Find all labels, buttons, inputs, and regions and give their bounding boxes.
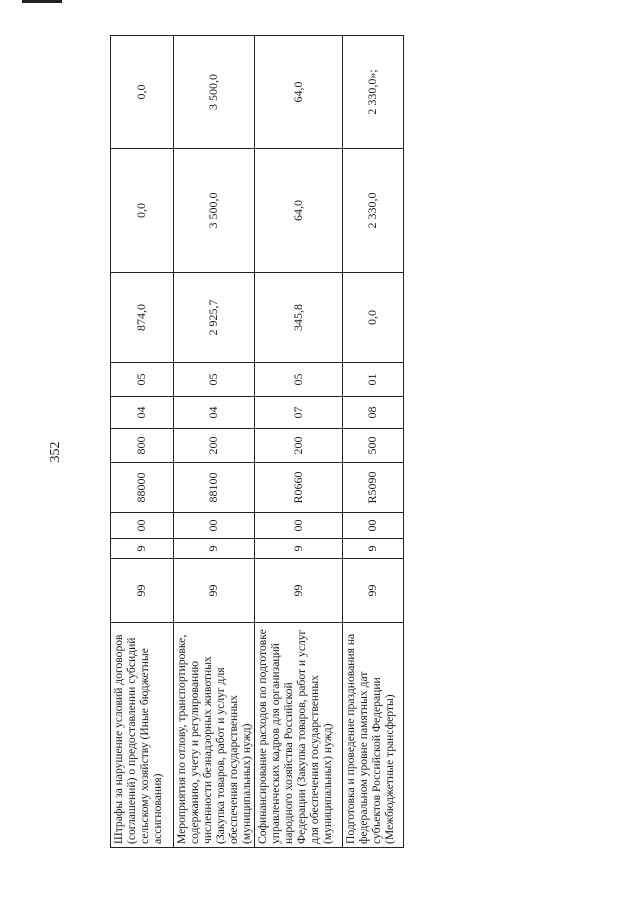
row-description: Штрафы за нарушение условий договоров (соглашений) о предоставлении субсидий сельскому хозяйству (Иные бюджетные ассигнования)	[111, 623, 174, 848]
cell-subprogram: 9	[174, 539, 255, 559]
cell-direction: 88000	[111, 463, 174, 513]
table-row	[342, 36, 403, 848]
cell-amount-1: 0,0	[342, 273, 403, 363]
cell-program: 99	[342, 559, 403, 623]
cell-expense-type: 200	[174, 429, 255, 463]
cell-subprogram: 9	[342, 539, 403, 559]
cell-section: 07	[254, 397, 342, 429]
cell-subprogram: 9	[254, 539, 342, 559]
cell-section: 08	[342, 397, 403, 429]
table-row	[174, 36, 255, 848]
cell-amount-3: 2 330,0»;	[342, 36, 403, 149]
cell-expense-type: 200	[254, 429, 342, 463]
cell-section: 04	[174, 397, 255, 429]
table-row	[254, 36, 342, 848]
cell-program: 99	[174, 559, 255, 623]
table-row	[111, 36, 174, 848]
cell-main-event: 00	[111, 513, 174, 539]
page-number: 352	[48, 441, 63, 463]
cell-amount-1: 2 925,7	[174, 273, 255, 363]
cell-main-event: 00	[342, 513, 403, 539]
rotated-table-wrapper	[110, 36, 397, 848]
cell-direction: R5090	[342, 463, 403, 513]
cell-amount-3: 0,0	[111, 36, 174, 149]
cell-program: 99	[254, 559, 342, 623]
cell-section: 04	[111, 397, 174, 429]
cell-main-event: 00	[174, 513, 255, 539]
cell-amount-2: 64,0	[254, 149, 342, 273]
cell-amount-3: 3 500,0	[174, 36, 255, 149]
cell-amount-3: 64,0	[254, 36, 342, 149]
row-description: Подготовка и проведение празднования на федеральном уровне памятных дат субъектов Российской Федерации (Межбюджетные трансферты)	[342, 623, 403, 848]
cell-amount-1: 345,8	[254, 273, 342, 363]
cell-subsection: 05	[174, 363, 255, 397]
cell-main-event: 00	[254, 513, 342, 539]
cell-subsection: 05	[254, 363, 342, 397]
cell-amount-1: 874,0	[111, 273, 174, 363]
cell-expense-type: 800	[111, 429, 174, 463]
cell-subsection: 01	[342, 363, 403, 397]
row-description: Софинансирование расходов по подготовке управленческих кадров для организаций народного хозяйства Российской Федерации (Закупка товаров, работ и услуг для обеспечения государственных (муниципальных) нужд)	[254, 623, 342, 848]
cell-program: 99	[111, 559, 174, 623]
row-description: Мероприятия по отлову, транспортировке, содержанию, учету и регулированию численности безнадзорных животных (Закупка товаров, работ и услуг для обеспечения государственных (муниципальных) нужд)	[174, 623, 255, 848]
scan-edge-mark	[22, 0, 62, 3]
cell-direction: R0660	[254, 463, 342, 513]
cell-amount-2: 3 500,0	[174, 149, 255, 273]
cell-expense-type: 500	[342, 429, 403, 463]
cell-direction: 88100	[174, 463, 255, 513]
cell-amount-2: 2 330,0	[342, 149, 403, 273]
budget-table	[110, 35, 404, 848]
cell-subsection: 05	[111, 363, 174, 397]
cell-subprogram: 9	[111, 539, 174, 559]
cell-amount-2: 0,0	[111, 149, 174, 273]
